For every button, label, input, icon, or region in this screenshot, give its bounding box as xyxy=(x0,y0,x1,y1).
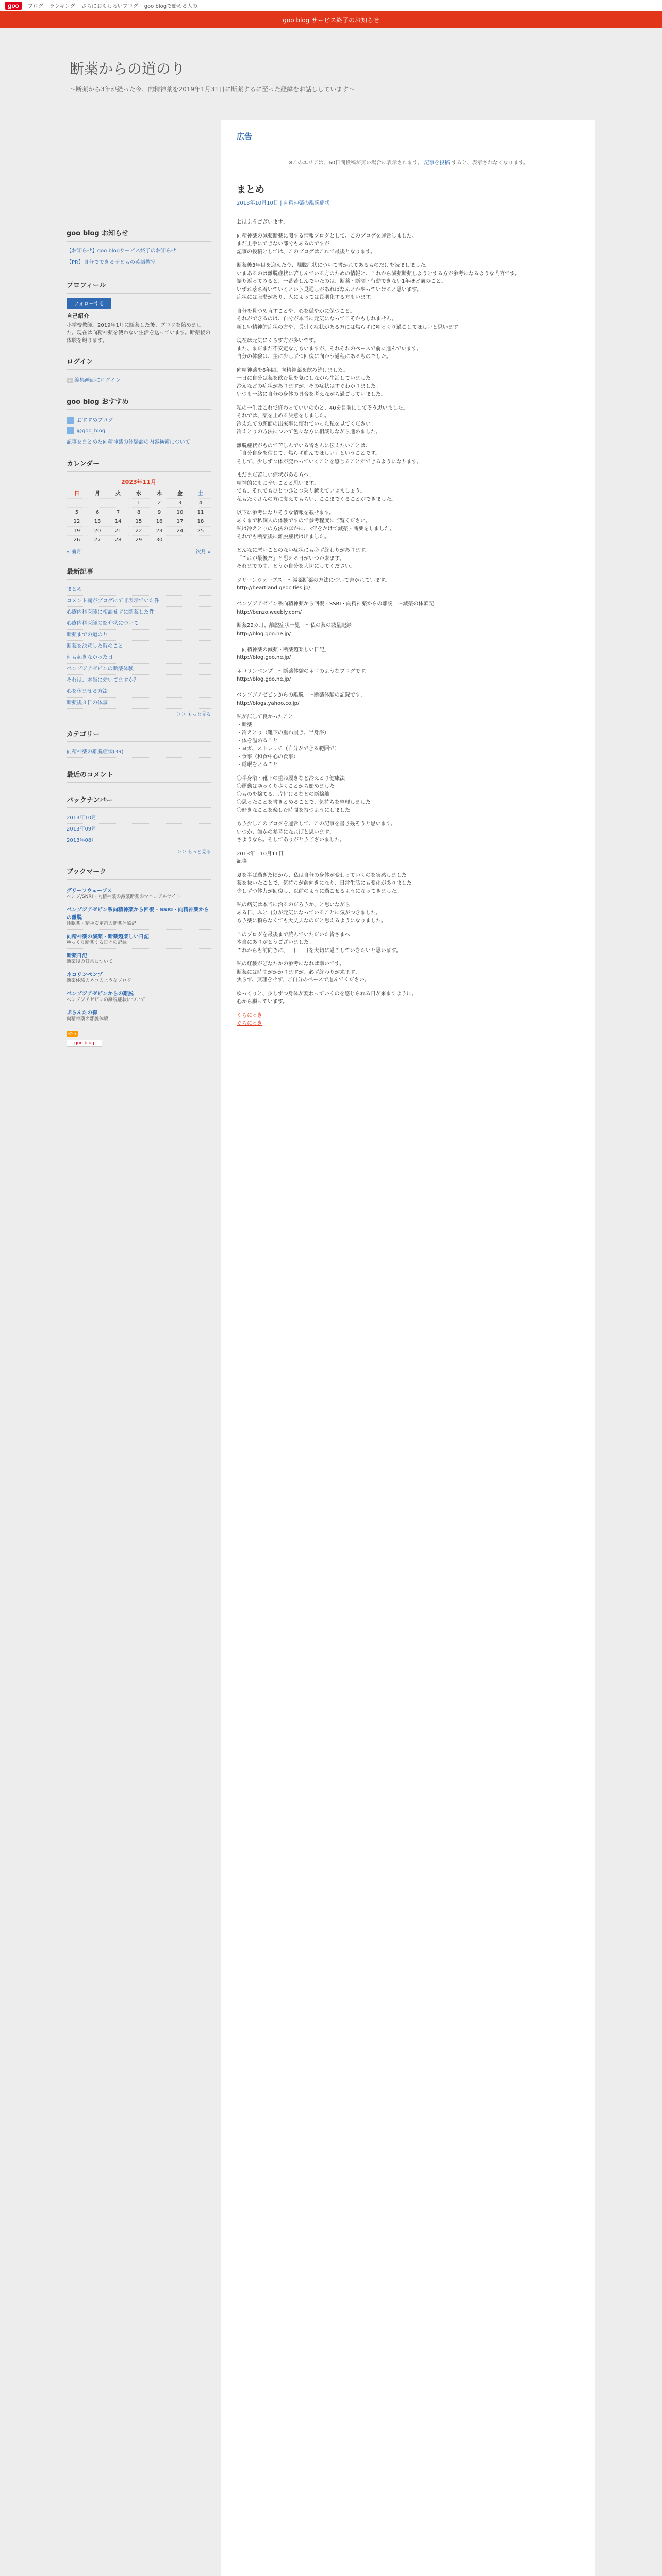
calendar-day: 14 xyxy=(108,517,128,527)
recommend-blog-link[interactable] xyxy=(67,414,211,426)
post-paragraph: 私の病気は本当に治るのだろうか、と思いながら ある日、ふと自分が元気になっていることに気がつきました。 もう薬に頼らなくても大丈夫なのだと思えるようになりました。 xyxy=(237,902,386,924)
bookmark-desc: 断薬後の日常について xyxy=(67,959,113,965)
backnumber-title: バックナンバー xyxy=(67,794,211,808)
recent-post-link[interactable]: 断薬までの道のり xyxy=(67,632,108,638)
goo-logo[interactable]: goo xyxy=(5,2,22,10)
recent-post-link[interactable]: 断薬を決意した時のこと xyxy=(67,643,123,649)
bookmark-item xyxy=(67,903,211,930)
calendar-day: 3 xyxy=(170,499,190,508)
bookmark-link[interactable]: ベンゾジアゼピンからの離脱 xyxy=(67,991,134,997)
calendar-week xyxy=(67,517,211,527)
rss-icon[interactable]: RSS xyxy=(67,1031,78,1037)
bookmark-item xyxy=(67,949,211,968)
post-paragraph: 私が試して良かったこと ・断薬 ・冷えとり（靴下の重ね履き、半身浴） ・体を温めること ・ヨガ、ストレッチ（自分ができる範囲で） ・食事（和食中心の食事） ・睡眠をとること xyxy=(237,714,340,768)
calendar-day: 2 xyxy=(149,499,170,508)
service-end-notice-bar xyxy=(0,11,662,28)
service-end-notice-link[interactable]: goo blog サービス終了のお知らせ xyxy=(283,16,379,24)
bookmark-link[interactable]: 断薬日記 xyxy=(67,953,87,959)
list-item xyxy=(67,824,211,835)
post-link[interactable]: くらにっき xyxy=(237,1012,262,1019)
calendar-weekday: 火 xyxy=(108,487,128,499)
calendar-next-link[interactable]: 次月 » xyxy=(195,549,211,555)
content-wrapper xyxy=(67,120,595,2576)
calendar-weekday: 土 xyxy=(190,487,211,499)
post-article-link[interactable]: 記事を投稿 xyxy=(424,160,450,166)
post-paragraph: このブログを最後まで読んでいただいた皆さまへ 本当にありがとうございました。 これからも前向きに、一日一日を大切に過ごしていきたいと思います。 xyxy=(237,931,402,954)
calendar-week xyxy=(67,499,211,508)
follow-button[interactable]: フォローする xyxy=(67,298,111,309)
bookmark-desc: 断薬体験のネコのようなブログ xyxy=(67,978,132,984)
sidebar-recommend xyxy=(67,396,211,447)
profile-name: 自己紹介 xyxy=(67,313,89,319)
sidebar-notice xyxy=(67,228,211,268)
calendar-day xyxy=(170,536,190,545)
blog-description: ～断薬から3年が経った今、向精神薬を2019年1月31日に断薬するに至った経緯をお話ししています～ xyxy=(70,86,355,93)
post-paragraph: 現在は元気にくらす方が多いです。 また、まだまだ不安定な方もいますが、それぞれのペースで前に進んでいます。 自分の体験は、主に少しずつ回復に向かう過程にあるものでした。 xyxy=(237,338,422,360)
list-item xyxy=(67,630,211,641)
calendar-day: 16 xyxy=(149,517,170,527)
notice-link[interactable]: 【お知らせ】goo blogサービス終了のお知らせ xyxy=(67,248,176,254)
ad-notice-tail: すると、表示されなくなります。 xyxy=(451,160,528,166)
bookmark-item xyxy=(67,930,211,949)
recent-title: 最新記事 xyxy=(67,566,211,580)
bookmark-item xyxy=(67,968,211,987)
list-item xyxy=(67,246,211,257)
recent-post-link[interactable]: まとめ xyxy=(67,587,82,592)
recommend-note-link[interactable]: 記事をまとめた向精神薬の体験談の内容検索について xyxy=(67,439,190,445)
backnumber-link[interactable]: 2013年10月 xyxy=(67,815,97,821)
recent-more xyxy=(67,709,211,717)
bookmark-item xyxy=(67,884,211,903)
sidebar-backnumber xyxy=(67,794,211,855)
post-body xyxy=(237,218,580,1006)
calendar-day: 28 xyxy=(108,536,128,545)
calendar-week xyxy=(67,536,211,545)
list-item xyxy=(67,257,211,268)
bookmark-link[interactable]: ネコリンペンプ xyxy=(67,972,103,978)
twitter-link[interactable] xyxy=(67,426,211,436)
post-paragraph: 2013年 10月11日 記事 xyxy=(237,851,284,865)
login-link[interactable] xyxy=(67,374,211,385)
post-paragraph: もう少しこのブログを運営して、この記事を書き残そうと思います。 いつか、誰かの参考になればと思います。 さようなら。そしてありがとうございました。 xyxy=(237,821,396,843)
calendar-day: 7 xyxy=(108,508,128,517)
calendar-day: 21 xyxy=(108,527,128,536)
calendar-day: 13 xyxy=(87,517,108,527)
backnumber-link[interactable]: 2013年08月 xyxy=(67,838,97,843)
post-paragraph: 夏を半ば過ぎた頃から、私は自分の身体が変わっていくのを実感しました。 薬を抜いたことで、気持ちが前向きになり、日常生活にも変化がありました。 少しずつ体力が回復し、以前のように過ごせるようになってきました。 xyxy=(237,872,417,894)
calendar-day: 9 xyxy=(149,508,170,517)
post-paragraph: まだまだ苦しい症状がある方へ。 精神的にもお辛いことと思います。 でも、それでもひとつひとつ乗り越えていきましょう。 私もたくさんの方に支えてもらい、ここまでくることができました。 xyxy=(237,472,396,502)
calendar-day: 24 xyxy=(170,527,190,536)
sidebar xyxy=(67,120,211,2576)
calendar-day: 1 xyxy=(128,499,149,508)
sidebar-recent xyxy=(67,566,211,717)
ad-title: 広告 xyxy=(237,132,253,141)
post-paragraph: ネコリンペンプ ～断薬体験のネコのようなブログです。 http://blog.goo.ne.jp/ ベンゾジアゼピンからの離脱 ～断薬体験の記録です。 http://blogs.yahoo.co.jp/ xyxy=(237,668,371,706)
bookmark-link[interactable]: ぷらんたの森 xyxy=(67,1010,97,1016)
calendar-day: 25 xyxy=(190,527,211,536)
post-paragraph: 〇半身浴・靴下の重ね履きなど冷えとり健康法 〇運動はゆっくり歩くことから始めました 〇ものを捨てる、片付けるなどの断捨離 〇思ったことを書きとめることで、気持ちを整理しました 〇好きなことを楽しむ時間を持つようにしました xyxy=(237,775,371,814)
calendar-day: 18 xyxy=(190,517,211,527)
sidebar-notice-title: goo blog お知らせ xyxy=(67,228,211,242)
blog-title[interactable]: 断薬からの道のり xyxy=(70,60,186,77)
topbar-link-ranking[interactable]: ランキング xyxy=(49,4,75,9)
calendar-day: 26 xyxy=(67,536,87,545)
calendar-day: 20 xyxy=(87,527,108,536)
post-paragraph: 断薬22カ月、離脱症状一覧 ～私の薬の減量記録 http://blog.goo.ne.jp/ 「向精神薬の減薬・断薬超楽しい日記」 http://blog.goo.ne.jp/ xyxy=(237,623,352,660)
recent-post-link[interactable]: 何も起きなかった日 xyxy=(67,655,113,660)
calendar-title: カレンダー xyxy=(67,458,211,472)
calendar-day: 15 xyxy=(128,517,149,527)
ad-notice xyxy=(237,158,580,166)
topbar-link-start[interactable]: goo blogで始める人の xyxy=(144,4,198,9)
calendar-week xyxy=(67,527,211,536)
calendar-weekday: 月 xyxy=(87,487,108,499)
sidebar-calendar xyxy=(67,458,211,555)
ad-notice-text: ※このエリアは、60日間投稿が無い場合に表示されます。 xyxy=(288,160,423,166)
list-item xyxy=(67,835,211,846)
post-links xyxy=(237,1012,580,1028)
sidebar-bookmark xyxy=(67,866,211,1047)
calendar-day: 17 xyxy=(170,517,190,527)
calendar-weekday: 水 xyxy=(128,487,149,499)
calendar-day xyxy=(190,536,211,545)
calendar-day: 30 xyxy=(149,536,170,545)
comments-title: 最近のコメント xyxy=(67,769,211,783)
calendar-weekday: 金 xyxy=(170,487,190,499)
post-paragraph: 離脱症状がもので苦しんでいる皆さんに伝えたいことは、 「自分自身を信じて、焦らず進んでほしい」ということです。 そして、少しずつ体が変わっていくことを感じることができるようになります。 xyxy=(237,443,422,465)
list-item xyxy=(67,747,211,758)
calendar-day: 4 xyxy=(190,499,211,508)
bookmark-desc: ゆっくり断薬する日々の記録 xyxy=(67,940,127,946)
list-item xyxy=(67,607,211,618)
recent-post-link[interactable]: 断薬後３日の体調 xyxy=(67,700,108,706)
category-title: カテゴリー xyxy=(67,728,211,742)
calendar-day: 11 xyxy=(190,508,211,517)
calendar-day: 22 xyxy=(128,527,149,536)
post-paragraph: 断薬後3年目を迎えた今、離脱症状について書かれてあるものだけを読ましました。 いまあるのは離脱症状に苦しんでいる方のための情報と、これから減薬断薬しようとする方が参考になるような内容です。 振り返ってみると、一番苦しんでいたのは、断薬・断酒・行動できない1年ほど前のこと。 いずれ落ち着いていくという見通しがあればなんとかやっていけると思います。 症状には段階があり、人によっては長期化する方もいます。 xyxy=(237,263,520,300)
post-paragraph: 自分を見つめ直すことや、心を穏やかに保つこと。 それができるのは、自分が本当に元気になってこそかもしれません。 新しい精神的症状の方や、長引く症状がある方には焦らずにゆっくり過ごしてほしいと思います。 xyxy=(237,308,463,330)
bookmark-desc: ベンゾ/SNRI・向精神薬の減薬断薬のマニュアルサイト xyxy=(67,894,181,900)
bookmark-desc: 睡眠薬・精神安定剤の断薬体験記 xyxy=(67,921,137,927)
list-item xyxy=(67,675,211,686)
post-paragraph: どんなに悪いことのない症状にも必ず終わりがあります。 「これが最後だ」と思える日がいつか来ます。 それまでの間、どうか自分を大切にしてください。 xyxy=(237,548,371,569)
login-label: 編集画面にログイン xyxy=(74,378,121,383)
category-link[interactable]: 向精神薬の離脱症状(39) xyxy=(67,749,124,755)
calendar-weekday: 日 xyxy=(67,487,87,499)
blog-header xyxy=(0,28,662,120)
calendar-day xyxy=(87,499,108,508)
calendar-caption: 2023年11月 xyxy=(121,479,156,485)
goo-blog-icon xyxy=(67,417,74,424)
calendar-day: 19 xyxy=(67,527,87,536)
bookmark-link[interactable]: グリーフウェーブス xyxy=(67,888,112,894)
twitter-icon xyxy=(67,427,74,434)
bookmark-desc: ベンゾジアゼピンの離脱症状について xyxy=(67,997,145,1003)
backnumber-more xyxy=(67,846,211,855)
recent-post-link[interactable]: ベンゾジアゼピンの断薬体験 xyxy=(67,666,134,672)
list-item xyxy=(67,698,211,709)
calendar-prev-link[interactable]: « 前月 xyxy=(67,549,82,555)
post-paragraph: 以下に参考になりそうな情報を載せます。 あくまで私個人の体験ですので参考程度にご覧ください。 私は冷えとりの方法のほかに、3年をかけて減薬・断薬をしました。 それでも断薬後に離脱症状は出ました。 xyxy=(237,510,395,540)
bookmark-item xyxy=(67,1006,211,1025)
bookmark-title: ブックマーク xyxy=(67,866,211,880)
calendar-day xyxy=(108,499,128,508)
list-item xyxy=(67,652,211,664)
topbar-link-blog[interactable]: ブログ xyxy=(28,4,43,9)
calendar-day xyxy=(67,499,87,508)
bookmark-desc: 向精神薬の離脱体験 xyxy=(67,1016,109,1022)
backnumber-more-link[interactable]: ＞＞ もっと見る xyxy=(177,850,211,855)
calendar-table xyxy=(67,487,211,545)
post-paragraph: グリーンウェーブス ～減薬断薬の方法について書かれています。 http://heartland.geocities.jp/ ベンゾジアゼピン系向精神薬から回復 - SSRI・向精神薬からの離脱 ～減薬の体験記 http://benzo.weebly.com/ xyxy=(237,577,434,615)
bookmark-item xyxy=(67,987,211,1006)
post-paragraph: 向精神薬の減薬断薬に関する情報ブログとして、このブログを運営しました。 まだ上手にできない部分もあるのですが 記事の投稿としては、このブログはこれで最後となります。 xyxy=(237,233,417,255)
list-item xyxy=(67,641,211,652)
post-link[interactable]: ぐらにっき xyxy=(237,1021,262,1026)
main-content xyxy=(221,120,595,2576)
post-paragraph: 向精神薬を6年間。向精神薬を飲み続けました。 一日に自分は薬を飲む量を気にしながら生活していました。 冷えなどの症状がありますが、その症状はすぐわかりました。 いつも一緒に自分の身体の具合を考えながら過ごしていました。 xyxy=(237,367,386,397)
notice-link[interactable]: 【PR】自分でできる子どもの英語教室 xyxy=(67,260,156,265)
sidebar-category xyxy=(67,728,211,758)
calendar-nav xyxy=(67,547,211,555)
recent-post-link[interactable]: 心療内科医師の紹介状について xyxy=(67,621,139,626)
recommend-blog-label: おすすめブログ xyxy=(77,418,113,423)
sidebar-profile xyxy=(67,280,211,345)
list-item xyxy=(67,812,211,824)
list-item xyxy=(67,596,211,607)
login-title: ログイン xyxy=(67,356,211,370)
bookmark-link[interactable]: 向精神薬の減薬・断薬超楽しい日記 xyxy=(67,934,149,940)
sidebar-login xyxy=(67,356,211,385)
calendar-day: 23 xyxy=(149,527,170,536)
calendar-week xyxy=(67,508,211,517)
bookmark-link[interactable]: ベンゾジアゼピン系向精神薬から回復 - SSRI・向精神薬からの離脱 xyxy=(67,907,209,921)
post-paragraph: ゆっくりと、少しずつ身体が変わっていくのを感じられる日が来ますように。 心から願っています。 xyxy=(237,991,417,1005)
list-item xyxy=(67,686,211,698)
top-bar xyxy=(0,0,662,11)
profile-title: プロフィール xyxy=(67,280,211,294)
recent-more-link[interactable]: ＞＞ もっと見る xyxy=(177,712,211,717)
recent-post-link[interactable]: 心療内科医師に相談せずに断薬した件 xyxy=(67,609,154,615)
login-icon: ▸ xyxy=(67,378,73,383)
recent-post-link[interactable]: 心を休ませる方法 xyxy=(67,689,108,694)
post-paragraph: 私の一生はこれで終わっていいのかと、40を目前にしてそう思いました。 それでは、薬を止める決意をしました。 冷えたての顔面の出来事に慣れていった私を見てください。 冷えとりの方法について色々な方に相談しながら進めました。 xyxy=(237,405,408,435)
calendar-day: 6 xyxy=(87,508,108,517)
recommend-title: goo blog おすすめ xyxy=(67,396,211,410)
recent-post-link[interactable]: コメント欄がブログにて非表示でいた件 xyxy=(67,598,159,604)
backnumber-link[interactable]: 2013年09月 xyxy=(67,826,97,832)
post-meta[interactable]: 2013年10月10日 | 向精神薬の離脱症状 xyxy=(237,200,330,206)
calendar-weekday: 木 xyxy=(149,487,170,499)
list-item xyxy=(67,618,211,630)
list-item xyxy=(67,584,211,596)
list-item xyxy=(67,664,211,675)
calendar-day: 8 xyxy=(128,508,149,517)
profile-text: 小学校教師。2019年1月に断薬した後、ブログを始めました。現在は向精神薬を使わない生活を送っています。断薬後の体験を綴ります。 xyxy=(67,323,211,344)
twitter-label: @goo_blog xyxy=(77,428,106,434)
goo-blog-badge[interactable]: goo blog xyxy=(67,1040,102,1047)
recent-post-link[interactable]: それは、本当に効いてますか？ xyxy=(67,677,139,683)
post-paragraph: 私の経験がどなたかの参考になれば幸いです。 断薬には時間がかかりますが、必ず終わりが来ます。 焦らず、無理をせず、ご自分のペースで進んでください。 xyxy=(237,961,370,983)
calendar-day: 5 xyxy=(67,508,87,517)
calendar-day: 29 xyxy=(128,536,149,545)
calendar-day: 10 xyxy=(170,508,190,517)
post-paragraph: おはようございます。 xyxy=(237,219,288,225)
calendar-day: 27 xyxy=(87,536,108,545)
calendar-day: 12 xyxy=(67,517,87,527)
sidebar-comments xyxy=(67,769,211,783)
post-title[interactable]: まとめ xyxy=(237,184,264,195)
topbar-link-more[interactable]: さらにおもしろいブログ xyxy=(81,4,138,9)
